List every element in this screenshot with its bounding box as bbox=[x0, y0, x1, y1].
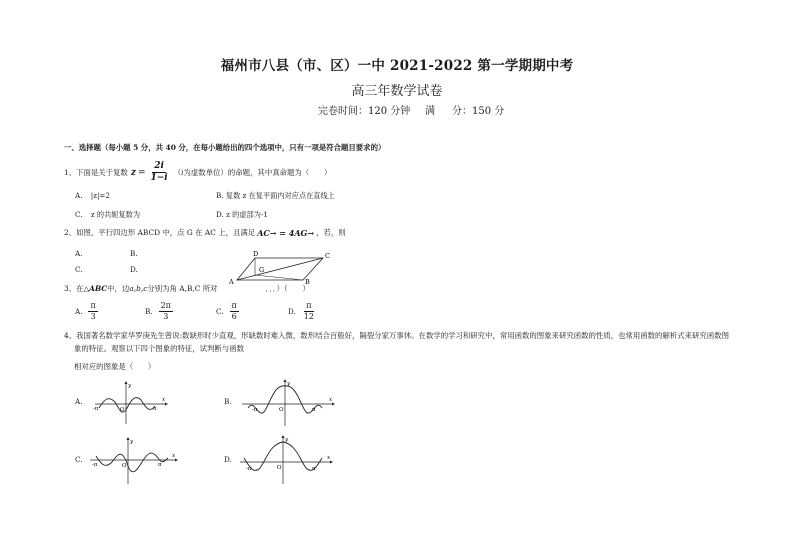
q3-option-a-frac bbox=[88, 302, 97, 321]
q1-option-d[interactable] bbox=[216, 210, 268, 220]
q3-option-c-den: 6 bbox=[231, 312, 237, 321]
origin-label: O bbox=[120, 407, 125, 413]
q3-text-d: ．．．）（ ） bbox=[265, 284, 310, 293]
page-title: 福州市八县（市、区）一中 2021-2022 第一学期期中考 bbox=[220, 58, 574, 74]
q3-text-b: 中，边 bbox=[107, 284, 130, 293]
q1-frac-num: 2i bbox=[154, 161, 164, 171]
q4-option-d[interactable]: D. bbox=[224, 455, 232, 464]
exam-time: 完卷时间：120 分钟 bbox=[318, 106, 411, 117]
q4-graph-d bbox=[238, 434, 333, 486]
q3-option-b[interactable] bbox=[145, 302, 174, 321]
segment-gb bbox=[255, 275, 303, 280]
diagonal-ac bbox=[237, 258, 323, 280]
q3-triangle: △ABC bbox=[83, 284, 108, 293]
q3-option-b-num: 2π bbox=[160, 301, 171, 310]
page-subtitle: 高三年数学试卷 bbox=[351, 84, 443, 99]
q3-option-b-frac bbox=[159, 302, 173, 321]
q1-prefix: 1、下面是关于复数 bbox=[64, 168, 128, 177]
q2-text-b: ，若，则 bbox=[316, 228, 346, 237]
label-b: B bbox=[305, 278, 310, 286]
x-label: x bbox=[162, 397, 166, 403]
pi-label: π bbox=[158, 462, 162, 468]
q2-text-a: 2、如图，平行四边形 ABCD 中，点 G 在 AC 上，且满足 bbox=[64, 228, 256, 237]
question-3 bbox=[64, 283, 310, 294]
q2-option-d[interactable]: D. bbox=[130, 265, 138, 274]
q3-option-a-letter: A. bbox=[75, 307, 83, 316]
exam-score-value: 分：150 分 bbox=[452, 106, 505, 117]
q1-fraction bbox=[149, 162, 170, 183]
pi-label: π bbox=[312, 466, 316, 472]
pi-label: π bbox=[312, 407, 316, 413]
q1-frac-den: 1−i bbox=[150, 173, 168, 183]
q1-option-c-text: z 的共轭复数为 bbox=[90, 210, 141, 219]
label-g: G bbox=[259, 266, 265, 274]
q1-option-b-text: 复数 z 在复平面内对应点在直线上 bbox=[225, 191, 335, 200]
q1-option-d-letter: D. bbox=[216, 210, 224, 219]
q1-option-a-letter: A. bbox=[75, 191, 83, 200]
q1-option-b[interactable] bbox=[216, 191, 335, 201]
label-c: C bbox=[325, 252, 330, 260]
q1-option-c[interactable] bbox=[75, 210, 140, 220]
q3-option-b-den: 3 bbox=[163, 312, 169, 321]
q1-i: i bbox=[181, 168, 184, 177]
curve bbox=[99, 398, 155, 413]
q3-option-a-den: 3 bbox=[90, 312, 96, 321]
pi-label: π bbox=[153, 406, 157, 412]
q3-option-a-num: π bbox=[90, 301, 96, 310]
q4-graph-a bbox=[93, 380, 168, 425]
q3-option-c-num: π bbox=[231, 301, 237, 310]
q4-graph-c bbox=[88, 436, 178, 486]
q1-open-paren: （ bbox=[173, 168, 182, 177]
q3-option-d-frac bbox=[302, 302, 316, 321]
q3-vars: a,b,c bbox=[129, 284, 148, 293]
x-arrow-icon bbox=[330, 461, 333, 464]
q4-graph-b bbox=[240, 378, 335, 428]
y-label: y bbox=[285, 437, 289, 443]
q1-option-d-text: z 的虚部为-1 bbox=[226, 210, 268, 219]
origin-label: O bbox=[122, 463, 127, 469]
q3-option-d[interactable] bbox=[288, 302, 317, 321]
q4-option-b[interactable]: B. bbox=[224, 397, 232, 406]
neg-pi-label: -π bbox=[93, 406, 99, 412]
neg-pi-label: -π bbox=[252, 407, 258, 413]
x-label: x bbox=[329, 397, 333, 403]
q1-option-c-letter: C. bbox=[75, 210, 83, 219]
q4-option-c[interactable]: C. bbox=[75, 455, 83, 464]
x-label: x bbox=[172, 453, 176, 459]
q3-option-c-frac bbox=[230, 302, 239, 321]
section-heading: 一、选择题（每小题 5 分，共 40 分，在每小题给出的四个选项中，只有一项是符合题目要求的） bbox=[64, 143, 386, 152]
question-2 bbox=[64, 227, 346, 238]
neg-pi-label: -π bbox=[246, 466, 252, 472]
question-4-line-2: 象的特征。观察以下四个图象的特征，试判断与函数 bbox=[74, 344, 244, 353]
exam-score-label: 满 bbox=[425, 106, 435, 117]
q3-text-a: 3、在 bbox=[64, 284, 84, 293]
q3-option-b-letter: B. bbox=[145, 307, 153, 316]
q1-option-a-text: |z|=2 bbox=[90, 191, 111, 200]
q1-suffix: 为虚数单位）的命题，其中真命题为（ ） bbox=[183, 168, 332, 177]
label-d: D bbox=[253, 250, 259, 258]
y-label: y bbox=[287, 381, 291, 387]
question-4-line-1: 4、我国著名数学家华罗庚先生曾说:数缺形时少直观，形缺数时难入微，数形结合百般好，隔裂分家万事休。在数学的学习和研究中，常用函数的图象来研究函数的性质，也常用函数的解析式来研究函数图 bbox=[64, 331, 729, 340]
q1-equals: = bbox=[137, 167, 146, 178]
q3-option-c-letter: C. bbox=[216, 307, 224, 316]
q3-option-d-den: 12 bbox=[303, 312, 314, 321]
q3-option-a[interactable] bbox=[75, 302, 99, 321]
x-arrow-icon bbox=[332, 403, 335, 406]
origin-label: O bbox=[279, 407, 284, 413]
q2-option-b[interactable]: B. bbox=[130, 249, 138, 258]
q3-text-c: 分别为角 A,B,C 所对 bbox=[147, 284, 218, 293]
q1-option-a[interactable] bbox=[75, 191, 110, 200]
y-label: y bbox=[130, 439, 134, 445]
q2-vector-eq: AC→ = 4AG→ bbox=[257, 227, 315, 238]
q4-option-a[interactable]: A. bbox=[75, 397, 83, 406]
origin-label: O bbox=[277, 465, 282, 471]
q3-option-d-letter: D. bbox=[288, 307, 296, 316]
question-4-line-3: 相对应的图象是（ ） bbox=[74, 362, 156, 371]
q2-option-a[interactable]: A. bbox=[75, 249, 83, 258]
q2-option-c[interactable]: C. bbox=[75, 265, 83, 274]
y-label: y bbox=[128, 383, 132, 389]
x-arrow-icon bbox=[175, 459, 178, 462]
label-a: A bbox=[229, 278, 234, 286]
x-arrow-icon bbox=[165, 403, 168, 406]
neg-pi-label: -π bbox=[92, 462, 98, 468]
q3-option-d-num: π bbox=[306, 301, 312, 310]
q1-z: z bbox=[130, 167, 136, 178]
q3-option-c[interactable] bbox=[216, 302, 240, 321]
q1-option-b-letter: B. bbox=[216, 191, 224, 200]
q2-parallelogram-figure bbox=[225, 250, 335, 286]
x-label: x bbox=[327, 455, 331, 461]
question-1 bbox=[64, 162, 331, 183]
